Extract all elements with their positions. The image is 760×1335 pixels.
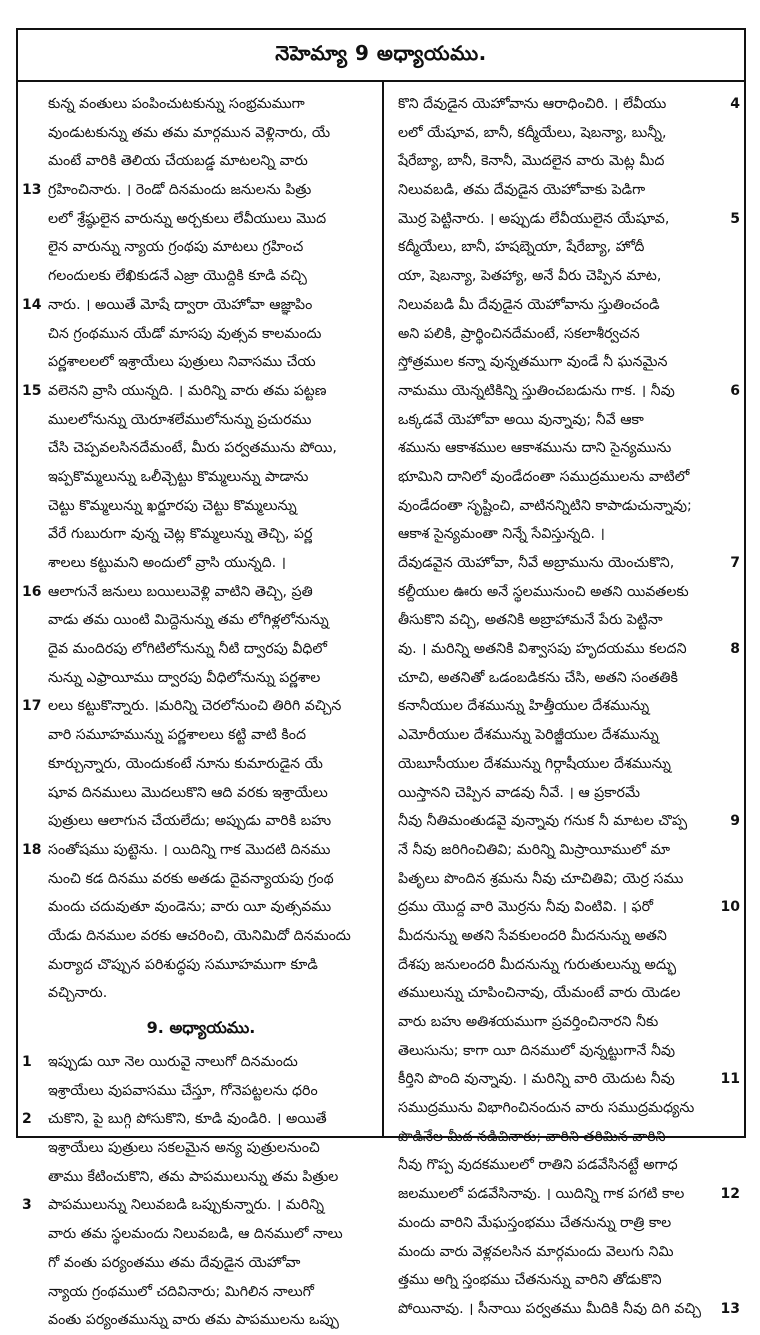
line-text: లలో శ్రేష్ఠులైన వారున్ను అర్చకులు లేవీయులు మొద [48,210,327,227]
line-text: వంతు పర్యంతమున్ను వారు తమ పాపములను ఒప్పు [48,1312,339,1329]
line-text: యెబూసీయుల దేశమున్ను గిర్గాషీయుల దేశమున్ను [398,755,671,772]
verse-number: 8 [730,641,740,658]
line-text: వారు బహు అతిశయముగా ప్రవర్తించినారని నీకు [398,1014,659,1030]
line-text: నున్ను ఎఫ్రాయీము ద్వారపు వీధిలోనున్ను పర్ణశాల [48,669,321,686]
text-line [392,463,740,492]
text-line [392,1238,740,1267]
line-text: తీసుకొని వచ్చి, అతనికి అబ్రాహామనే పేరు పెట్టినా [398,612,663,629]
text-line [26,463,376,492]
line-text: మీదనున్ను అతని సేవకులందరి మీదనున్ను అతని [398,927,667,944]
text-line [26,1306,376,1335]
text-line [22,692,376,721]
text-line [22,291,376,320]
right-column [392,90,740,1317]
line-text: చూచి, అతనితో ఒడంబడికను చేసి, అతని సంతతికి [398,669,678,686]
text-line [392,1123,740,1152]
line-text: అని పలికి, ప్రార్థించినదేమంటే, సకలాశీర్వచన [398,325,640,342]
text-line [26,348,376,377]
text-line [26,520,376,549]
text-line [26,606,376,635]
line-text: నీవు నీతిమంతుడవై వున్నావు గనుక నీ మాటల చొప్ప [398,813,688,830]
line-text: ఆలాగునే జనులు బయిలువెళ్లి వాటిని తెచ్చి, ప్రతి [48,583,313,600]
line-text: జలములలో పడవేసినావు. । యిదిన్ని గాక పగటి కాల [398,1186,685,1203]
verse-number: 4 [730,96,740,112]
line-text: యిస్తానని చెప్పిన వాడవు నీవే. । ఆ ప్రకారమే [398,784,640,801]
line-text: త్తము అగ్ని స్తంభము చేతనున్ను వారిని తోడుకొని [398,1272,662,1289]
line-text: వాడు తమ యింటి మిద్దెనున్ను తమ లోగిళ్లలోనున్ను [48,612,329,629]
line-text: నిలువబడి మీ దేవుడైన యెహోవాను స్తుతించండి [398,296,660,313]
line-text: నామము యెన్నటికిన్ని స్తుతించబడును గాక. । నీవు [398,382,675,399]
line-text: యేడు దినముల వరకు ఆచరించి, యెనిమిదో దినమందు [48,927,351,944]
line-text: షేరేబ్యా, బానీ, కెనానీ, మొదలైన వారు మెట్ల మీద [398,153,665,170]
text-line [26,406,376,435]
line-text: పాపములున్ను నిలువబడి ఒప్పుకున్నారు. । మరిన్ని [48,1197,324,1214]
text-line [392,291,740,320]
text-line [392,176,740,205]
line-text: ఇశ్రాయేలు పుత్రులు సకలమైన అన్య పుత్రులనుంచి [48,1140,320,1157]
line-text: తాము కేటించుకొని, తమ పాపములున్ను తమ పిత్రుల [48,1168,339,1185]
text-line [392,1008,740,1037]
text-line [392,520,740,549]
text-line [22,377,376,406]
line-text: దేవుడవైన యెహోవా, నీవే అబ్రామును యెంచుకొని, [398,555,675,571]
text-line [392,779,740,808]
line-text: చెట్టు కొమ్మలున్ను ఖర్జూరపు చెట్టు కొమ్మలున్ను [48,497,297,514]
text-line [392,664,740,693]
line-text: మందు చదువుతూ వుండెను; వారు యీ వుత్సవము [48,899,332,916]
line-text: వారు తమ స్థలమందు నిలువబడి, ఆ దినములో నాలు [48,1226,343,1243]
page-header [18,30,744,82]
text-line [26,721,376,750]
line-text: చేసి చెప్పవలసినదేమంటే, మీరు పర్వతమును పోయి, [48,440,337,457]
line-text: నిలువబడి, తమ దేవుడైన యెహోవాకు పెడిగా [398,182,646,199]
line-text: ద్రము యొద్ద వారి మొర్రను నీవు వింటివి. । ఫరో [398,899,653,916]
text-line [392,233,740,262]
text-line [392,492,740,521]
text-line [392,262,740,291]
text-line [392,119,740,148]
verse-number: 11 [720,1071,740,1088]
text-line [392,1065,740,1094]
text-line [392,922,740,951]
line-text: ములలోనున్ను యెరూశలేములోనున్ను ప్రచురము [48,411,312,428]
line-text: శాలలు కట్టుమని అందులో వ్రాసి యున్నది. । [48,555,287,571]
text-line [392,549,740,578]
text-line [392,1180,740,1209]
line-text: మర్యాద చొప్పున పరిశుద్ధపు సమూహముగా కూడి [48,956,318,973]
line-text: నుంచి కడ దినము వరకు అతడు దైవన్యాయపు గ్రంథ [48,870,334,887]
text-line [392,692,740,721]
line-text: వుండేదంతా సృష్టించి, వాటినన్నిటిని కాపాడుచున్నావు; [398,497,692,514]
text-line [26,205,376,234]
page-frame [16,28,746,1329]
text-line [22,1191,376,1220]
line-text: శమును ఆకాశముల ఆకాశమును దాని సైన్యమును [398,440,672,457]
verse-number: 5 [730,210,740,227]
verse-number: 6 [730,382,740,399]
line-text: పితృలు పొందిన శ్రమను నీవు చూచితివి; యెర్ర సము [398,870,684,887]
line-text: నీవు గొప్ప వుదకములలో రాతిని పడవేసినట్టే అగాధ [398,1157,678,1174]
line-text: న్యాయ గ్రంథములో చదివినారు; మిగిలిన నాలుగో [48,1283,314,1300]
text-line [26,750,376,779]
text-line [26,922,376,951]
text-line [392,750,740,779]
column-divider [382,82,384,1138]
text-line [22,1048,376,1077]
line-text: నే నీవు జరిగించితివి; మరిన్ని మిస్రాయీములో మా [398,841,671,858]
verse-number: 9 [730,813,740,830]
verse-number: 2 [22,1111,32,1128]
verse-number: 14 [22,296,42,313]
line-text: దైవ మందిరపు లోగిటిలోనున్ను నీటి ద్వారపు వీధిలో [48,641,327,658]
page-title: నెహెమ్యా 9 అధ్యాయము. [275,40,487,65]
text-line [392,406,740,435]
line-text: వలెనని వ్రాసి యున్నది. । మరిన్ని వారు తమ పట్టణ [48,382,327,399]
line-text: ఒక్కడవే యెహోవా అయి వున్నావు; నీవే ఆకా [398,411,644,428]
text-line [392,836,740,865]
text-line [22,578,376,607]
text-line [26,1077,376,1106]
line-text: ఇప్పుడు యీ నెల యిరువై నాలుగో దినమందు [48,1054,298,1070]
line-text: కనానీయుల దేశమున్ను హిత్తీయుల దేశమున్ను [398,698,650,715]
text-line [26,492,376,521]
line-text: గ్రహించినారు. । రెండో దినమందు జనులను పిత్రు [48,182,312,199]
text-line [392,1094,740,1123]
verse-number: 13 [720,1300,740,1317]
line-text: నారు. । అయితే మోషే ద్వారా యెహోవా ఆజ్ఞాపిం [48,296,313,313]
line-text: వేరే గుబురుగా వున్న చెట్ల కొమ్మలున్ను తెచ్చి, పర్ణ [48,526,313,543]
line-text: కద్మీయేలు, బానీ, హషబ్నెయా, షేరేబ్యా, హోదీ [398,239,645,256]
line-text: సముద్రమును విభాగించినందున వారు సముద్రమధ్యను [398,1100,695,1117]
verse-number: 16 [22,583,42,600]
text-line [392,951,740,980]
text-line [26,262,376,291]
line-text: తెలుసును; కాగా యీ దినములో వున్నట్టుగానే నీవు [398,1042,676,1059]
text-line [392,893,740,922]
line-text: వు. । మరిన్ని అతనికి విశ్వాసపు హృదయము కలదని [398,641,687,658]
verse-number: 15 [22,382,42,399]
text-line [392,90,740,119]
line-text: పర్ణశాలలలో ఇశ్రాయేలు పుత్రులు నివాసము చేయ [48,354,316,371]
text-line [26,893,376,922]
text-line [392,1295,740,1324]
line-text: ఆకాశ సైన్యమంతా నిన్నే సేవిస్తున్నది. । [398,526,605,543]
line-text: ఇప్పకొమ్మలున్ను ఒలీవ్చెట్టు కొమ్మలున్ను పాడాను [48,468,309,485]
chapter-8-text [22,90,376,1008]
line-text: పొడినేల మీద నడిచినారు; వారిని తరిమిన వారిని [398,1128,666,1145]
line-text: వుండుటకున్ను తమ తమ మార్గమున వెళ్లినారు, యే [48,124,331,141]
text-line [26,320,376,349]
line-text: షూవ దినములు మొదలుకొని ఆది వరకు ఇశ్రాయేలు [48,784,328,801]
line-text: కొని దేవుడైన యెహోవాను ఆరాధించిరి. । లేవీయు [398,96,667,112]
line-text: గో వంతు పర్యంతము తమ దేవుడైన యెహోవా [48,1254,301,1271]
text-line [26,951,376,980]
line-text: మంటే వారికి తెలియ చేయబడ్డ మాటలన్ని వారు [48,153,308,170]
line-text: లలు కట్టుకొన్నారు. ।మరిన్ని చెరలోనుంచి తిరిగి వచ్చిన [48,698,342,715]
text-line [26,1163,376,1192]
line-text: యా, షెబన్యా, పెతహ్యా, అనే వీరు చెప్పిన మాట, [398,268,662,285]
text-line [392,348,740,377]
line-text: లలో యేషూవ, బానీ, కద్మీయేలు, షెబన్యా, బున్నీ, [398,124,667,141]
text-line [26,119,376,148]
text-line [392,205,740,234]
text-line [392,1037,740,1066]
text-line [26,635,376,664]
text-line [26,233,376,262]
verse-number: 18 [22,841,42,858]
text-line [22,836,376,865]
chapter-9-text-continued [392,90,740,1324]
line-text: కీర్తిని పొంది వున్నావు. । మరిన్ని వారి యెదుట నీవు [398,1071,675,1088]
text-line [392,721,740,750]
text-line [392,979,740,1008]
line-text: మందు వారు వెళ్లవలసిన మార్గమందు వెలుగు నిమి [398,1243,674,1260]
left-column [22,90,376,1329]
verse-number: 10 [720,899,740,916]
chapter-9-text [22,1048,376,1335]
line-text: వచ్చినారు. [48,985,108,1002]
line-text: ఇశ్రాయేలు వుపవాసము చేస్తూ, గోనెపట్టలను ధరిం [48,1082,318,1099]
text-line [26,549,376,578]
verse-number: 7 [730,555,740,571]
text-line [392,1266,740,1295]
verse-number: 13 [22,182,42,199]
line-text: వారి సమూహమున్ను పర్ణశాలలు కట్టి వాటి కింద [48,727,306,744]
text-line [392,147,740,176]
text-line [26,147,376,176]
text-line [392,377,740,406]
text-line [26,664,376,693]
text-line [392,434,740,463]
text-line [26,979,376,1008]
text-line [22,1105,376,1134]
text-line [392,606,740,635]
line-text: పోయినావు. । సీనాయి పర్వతము మీదికి నీవు దిగి వచ్చి [398,1300,701,1317]
text-line [26,779,376,808]
text-line [26,807,376,836]
verse-number: 17 [22,698,42,715]
line-text: చిన గ్రంథమున యేడో మాసపు వుత్సవ కాలమందు [48,325,322,342]
verse-number: 12 [720,1186,740,1203]
line-text: మందు వారిని మేఘస్తంభము చేతనున్ను రాత్రి కాల [398,1214,672,1231]
text-line [26,1220,376,1249]
text-line [392,807,740,836]
line-text: కల్దీయుల ఊరు అనే స్థలమునుంచి అతని యివతలకు [398,583,689,600]
text-line [26,90,376,119]
chapter-heading: 9. అధ్యాయము. [146,1018,256,1037]
line-text: చుకొని, పై బుగ్గి పోసుకొని, కూడి వుండిరి. । అయితే [48,1111,327,1128]
line-text: కూర్చున్నారు, యెందుకంటే నూను కుమారుడైన యే [48,755,323,772]
line-text: లైన వారున్ను న్యాయ గ్రంథపు మాటలు గ్రహించ [48,239,304,256]
text-line [26,1249,376,1278]
text-line [392,1209,740,1238]
line-text: మొర్ర పెట్టినారు. । అప్పుడు లేవీయులైన యేషూవ, [398,210,670,227]
line-text: గలందులకు లేఖికుడనే ఎజ్రా యొద్దికి కూడి వచ్చి [48,268,307,285]
text-line [26,865,376,894]
line-text: భూమిని దానిలో వుండేదంతా సముద్రములను వాటిలో [398,468,690,485]
line-text: కున్న వంతులు పంపించుటకున్ను సంభ్రమముగా [48,96,305,112]
line-text: స్తోత్రముల కన్నా వున్నతముగా వుండే నీ ఘనమైన [398,354,668,371]
verse-number: 1 [22,1054,32,1070]
text-line [26,1278,376,1307]
verse-number: 3 [22,1197,32,1214]
text-line [26,434,376,463]
text-line [392,578,740,607]
text-line [26,1134,376,1163]
line-text: తములున్ను చూపించినావు, యేమంటే వారు యెడల [398,985,681,1002]
text-line [22,176,376,205]
line-text: సంతోషము పుట్టెను. । యిదిన్ని గాక మొదటి దినము [48,841,331,858]
text-line [392,320,740,349]
text-line [392,865,740,894]
line-text: పుత్రులు ఆలాగున చేయలేదు; అప్పుడు వారికి బహు [48,813,332,830]
text-line [392,635,740,664]
line-text: ఎమోరీయుల దేశమున్ను పెరిజ్జీయుల దేశమున్ను [398,727,659,744]
text-line [392,1151,740,1180]
line-text: దేశపు జనులందరి మీదనున్ను గురుతులున్ను అద్భు [398,956,677,973]
